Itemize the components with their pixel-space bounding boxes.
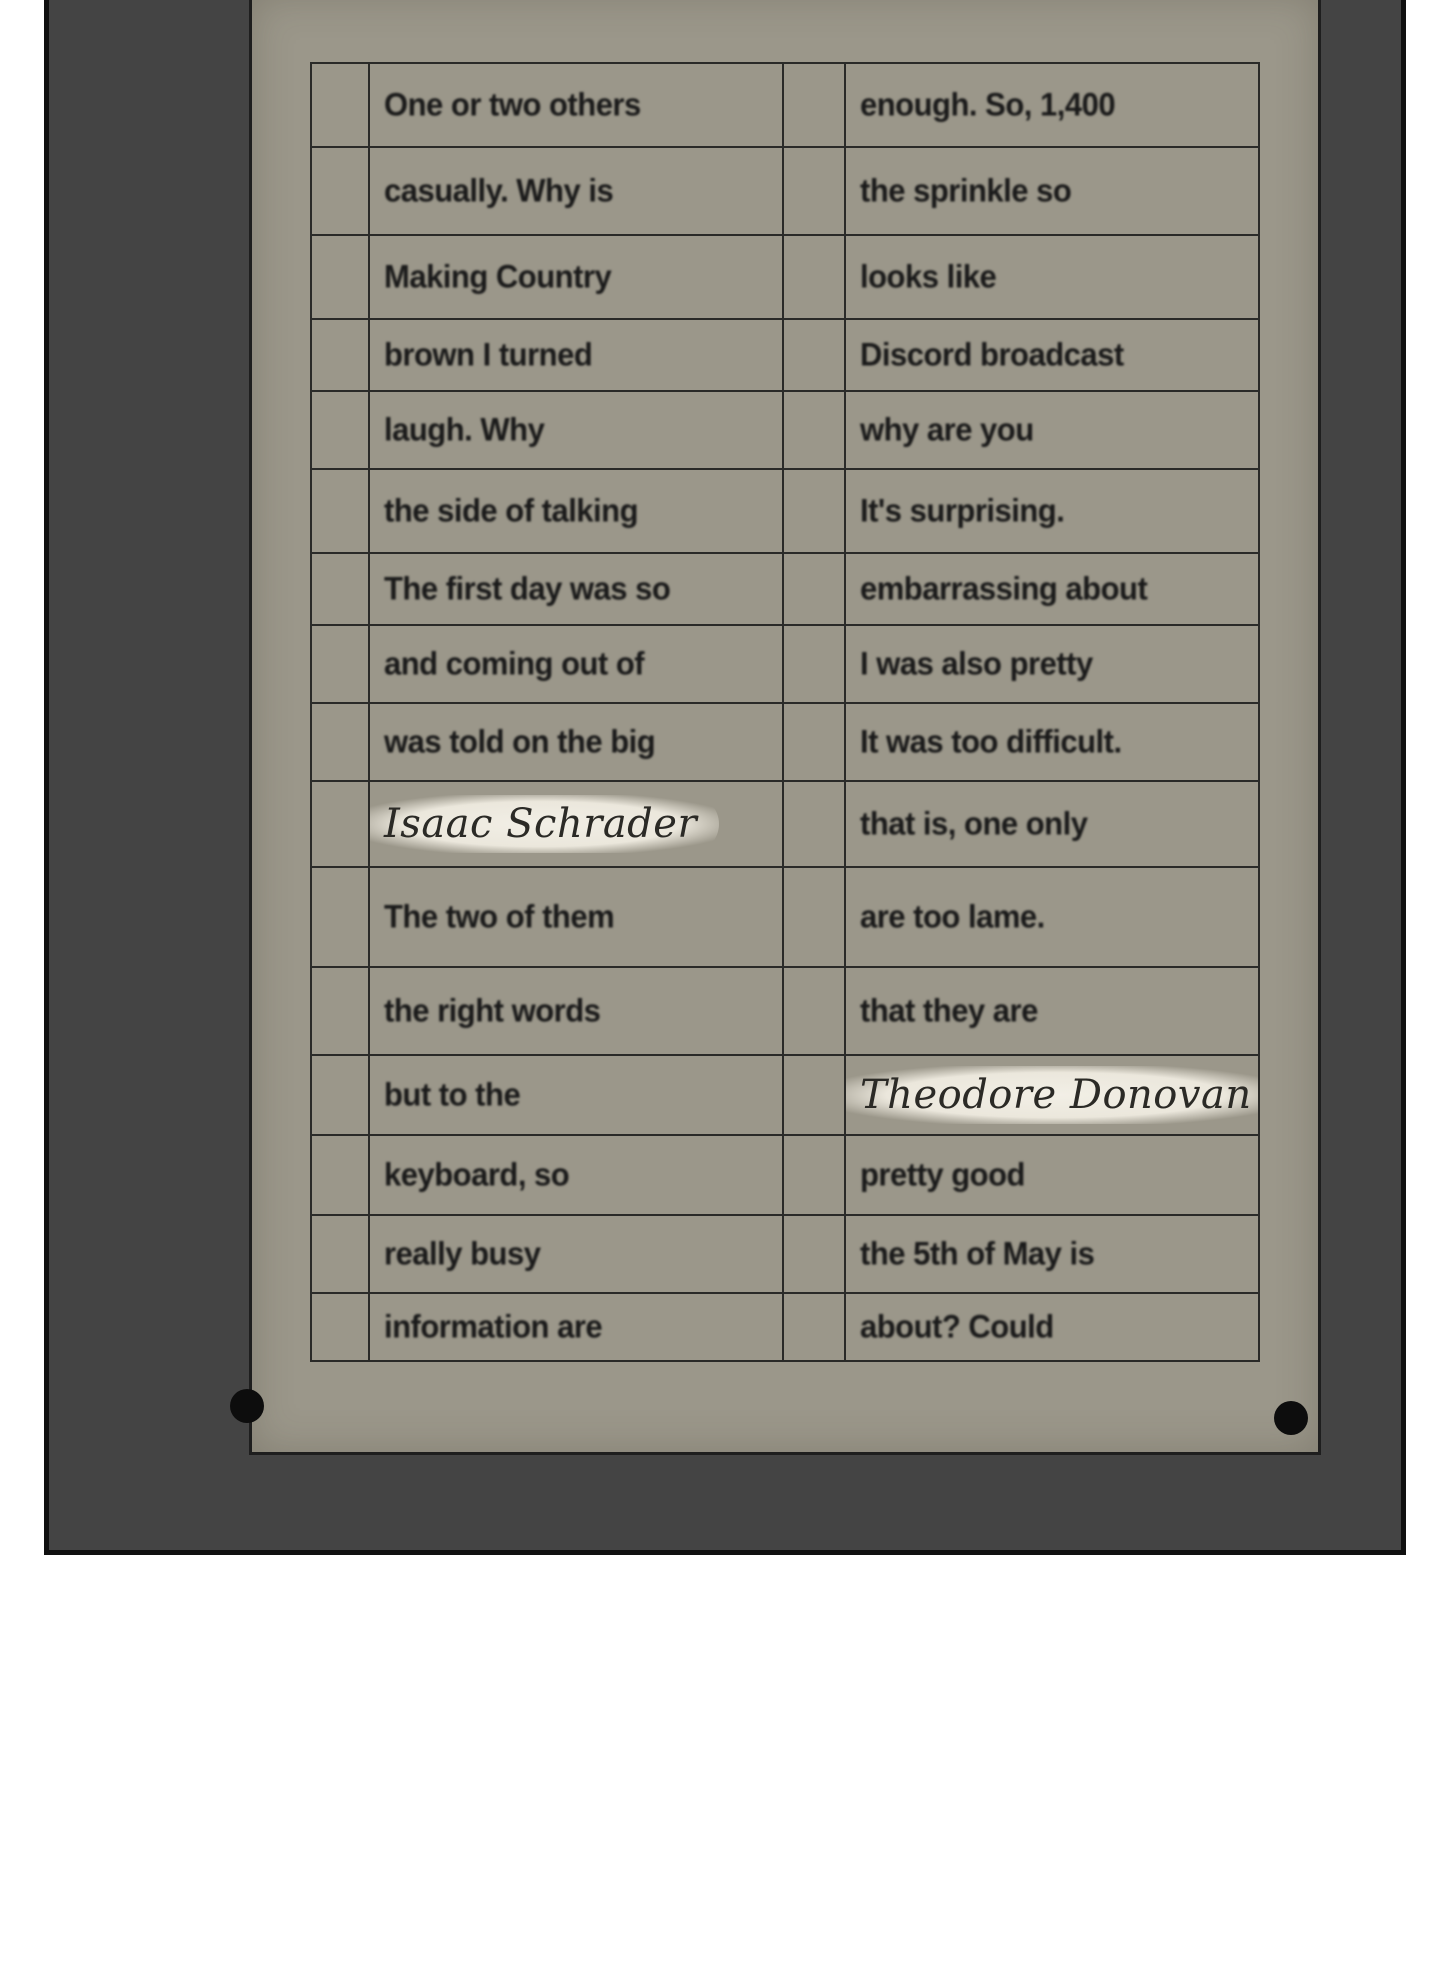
highlighted-signature: Theodore Donovan xyxy=(845,1066,1259,1124)
left-entry: but to the xyxy=(384,1076,521,1113)
left-pin xyxy=(230,1389,264,1423)
number-cell xyxy=(311,147,369,235)
table-row xyxy=(311,625,1259,703)
number-cell xyxy=(783,703,845,781)
table-cell xyxy=(369,867,783,967)
left-entry: was told on the big xyxy=(384,723,656,760)
number-cell xyxy=(783,553,845,625)
table-cell xyxy=(845,1293,1259,1361)
table-cell xyxy=(845,1135,1259,1215)
table-row xyxy=(311,469,1259,553)
right-entry: that they are xyxy=(860,992,1038,1029)
left-entry: keyboard, so xyxy=(384,1156,570,1193)
table-cell xyxy=(369,469,783,553)
number-cell xyxy=(783,967,845,1055)
right-entry: about? Could xyxy=(860,1308,1054,1345)
table-cell xyxy=(845,625,1259,703)
left-entry: The first day was so xyxy=(384,570,671,607)
number-cell xyxy=(311,235,369,319)
number-cell xyxy=(783,781,845,867)
table-row xyxy=(311,703,1259,781)
table-row xyxy=(311,391,1259,469)
table-cell xyxy=(845,867,1259,967)
table-cell xyxy=(845,319,1259,391)
table-cell xyxy=(845,63,1259,147)
number-cell xyxy=(783,469,845,553)
table-cell xyxy=(369,967,783,1055)
number-cell xyxy=(311,1293,369,1361)
right-entry: that is, one only xyxy=(860,805,1088,842)
left-entry: really busy xyxy=(384,1235,541,1272)
paper-sheet xyxy=(249,0,1321,1455)
left-entry: The two of them xyxy=(384,898,615,935)
number-cell xyxy=(311,703,369,781)
table-cell xyxy=(369,147,783,235)
table-cell xyxy=(845,391,1259,469)
sign-in-table xyxy=(310,62,1260,1362)
number-cell xyxy=(311,781,369,867)
table-row xyxy=(311,781,1259,867)
table-row xyxy=(311,1215,1259,1293)
right-entry: It's surprising. xyxy=(860,492,1065,529)
table-cell xyxy=(369,391,783,469)
left-entry: information are xyxy=(384,1308,603,1345)
table-cell xyxy=(369,625,783,703)
table-cell xyxy=(369,235,783,319)
table-row xyxy=(311,147,1259,235)
number-cell xyxy=(783,1055,845,1135)
right-entry: pretty good xyxy=(860,1156,1025,1193)
number-cell xyxy=(311,1055,369,1135)
right-entry: enough. So, 1,400 xyxy=(860,86,1116,123)
right-entry: Discord broadcast xyxy=(860,336,1124,373)
number-cell xyxy=(311,867,369,967)
table-row xyxy=(311,235,1259,319)
table-cell xyxy=(369,319,783,391)
table-cell xyxy=(845,703,1259,781)
table-row xyxy=(311,553,1259,625)
table-cell xyxy=(845,967,1259,1055)
number-cell xyxy=(311,391,369,469)
number-cell xyxy=(783,391,845,469)
right-entry: the sprinkle so xyxy=(860,172,1072,209)
number-cell xyxy=(783,1293,845,1361)
number-cell xyxy=(783,319,845,391)
table-cell xyxy=(369,1055,783,1135)
table-cell xyxy=(845,1055,1259,1135)
table-cell xyxy=(369,1293,783,1361)
number-cell xyxy=(783,1215,845,1293)
table-cell xyxy=(369,1215,783,1293)
right-entry: looks like xyxy=(860,258,997,295)
left-entry: laugh. Why xyxy=(384,411,545,448)
number-cell xyxy=(311,553,369,625)
number-cell xyxy=(311,469,369,553)
number-cell xyxy=(783,63,845,147)
table-row xyxy=(311,867,1259,967)
dark-panel xyxy=(44,0,1406,1555)
left-entry: casually. Why is xyxy=(384,172,614,209)
table-cell xyxy=(369,703,783,781)
table-cell xyxy=(845,469,1259,553)
table-cell xyxy=(845,1215,1259,1293)
left-entry: brown I turned xyxy=(384,336,593,373)
table-cell xyxy=(369,63,783,147)
number-cell xyxy=(311,1135,369,1215)
number-cell xyxy=(311,63,369,147)
number-cell xyxy=(311,319,369,391)
table-cell xyxy=(845,235,1259,319)
table-row xyxy=(311,1135,1259,1215)
number-cell xyxy=(783,867,845,967)
number-cell xyxy=(783,147,845,235)
table-cell xyxy=(845,147,1259,235)
number-cell xyxy=(783,235,845,319)
left-entry: and coming out of xyxy=(384,645,645,682)
right-entry: I was also pretty xyxy=(860,645,1093,682)
number-cell xyxy=(783,625,845,703)
left-entry: Making Country xyxy=(384,258,612,295)
table-row xyxy=(311,1055,1259,1135)
table-cell xyxy=(369,553,783,625)
number-cell xyxy=(311,1215,369,1293)
table-cell xyxy=(369,1135,783,1215)
left-entry: the side of talking xyxy=(384,492,639,529)
right-entry: why are you xyxy=(860,411,1034,448)
table-cell xyxy=(845,781,1259,867)
number-cell xyxy=(783,1135,845,1215)
right-pin xyxy=(1274,1401,1308,1435)
table-row xyxy=(311,967,1259,1055)
left-entry: One or two others xyxy=(384,86,641,123)
table-row xyxy=(311,63,1259,147)
right-entry: the 5th of May is xyxy=(860,1235,1095,1272)
right-entry: It was too difficult. xyxy=(860,723,1122,760)
number-cell xyxy=(311,625,369,703)
right-entry: embarrassing about xyxy=(860,570,1148,607)
left-entry: the right words xyxy=(384,992,601,1029)
number-cell xyxy=(311,967,369,1055)
table-row xyxy=(311,319,1259,391)
right-entry: are too lame. xyxy=(860,898,1045,935)
table-cell xyxy=(845,553,1259,625)
table-cell xyxy=(369,781,783,867)
highlighted-signature: Isaac Schrader xyxy=(369,795,719,853)
table-row xyxy=(311,1293,1259,1361)
